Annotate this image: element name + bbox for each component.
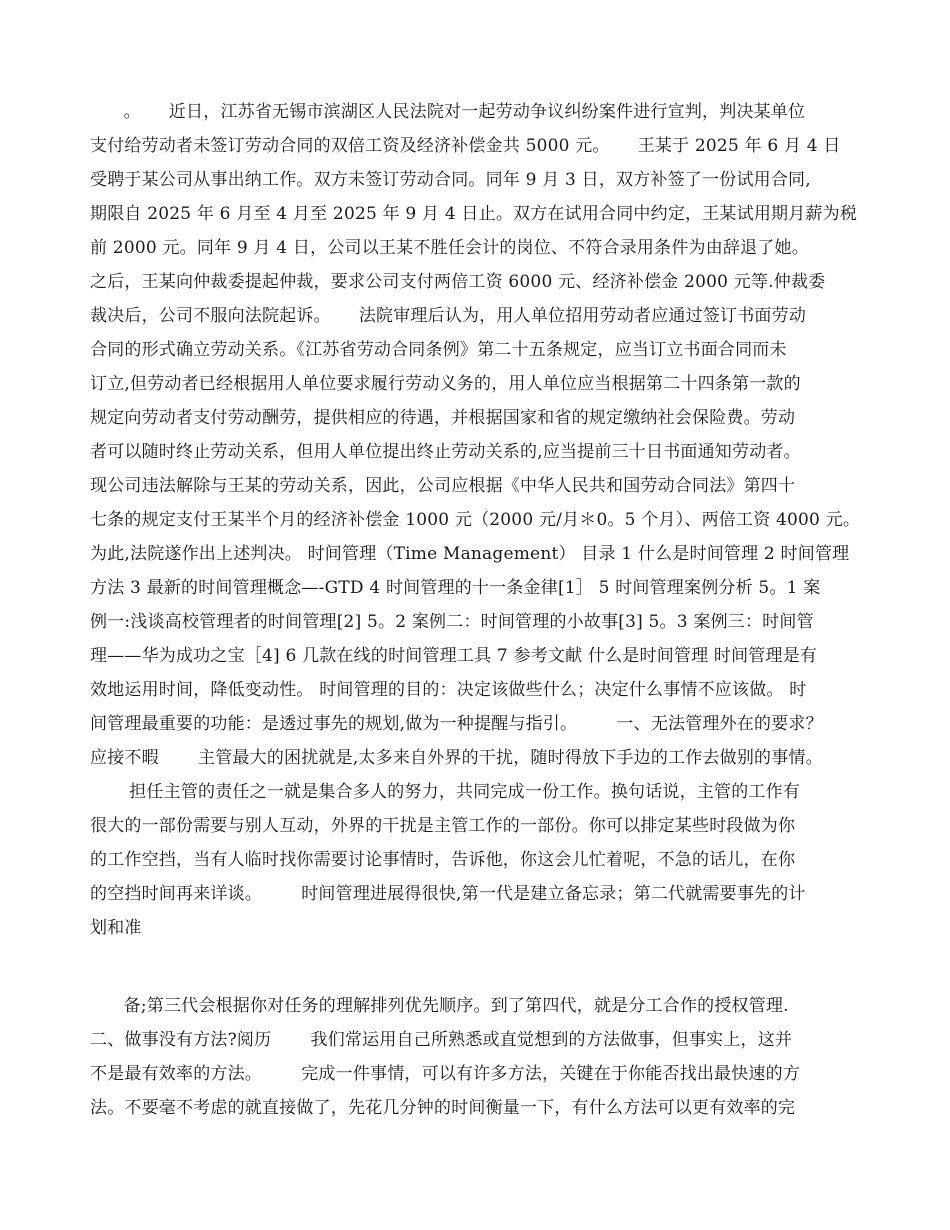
text-line: 理——华为成功之宝［4] 6 几款在线的时间管理工具 7 参考文献 什么是时间管理 时间管理是有 [90,646,818,666]
text-line: 七条的规定支付王某半个月的经济补偿金 1000 元（2000 元/月＊0。5 个月）、两倍工资 4000 元。 [90,510,861,530]
text-line: 备;第三代会根据你对任务的理解排列优先顺序。到了第四代，就是分工合作的授权管理. [90,996,789,1016]
text-line: 不是最有效率的方法。 完成一件事情，可以有许多方法，关键在于你能否找出最快速的方 [90,1064,801,1084]
text-line: 支付给劳动者未签订劳动合同的双倍工资及经济补偿金共 5000 元。 王某于 2025 年 6 月 4 日 [90,136,841,156]
text-line: 法。不要毫不考虑的就直接做了，先花几分钟的时间衡量一下，有什么方法可以更有效率的完 [90,1098,796,1118]
text-line: 方法 3 最新的时间管理概念—-GTD 4 时间管理的十一条金律[1］ 5 时间管理案例分析 5。1 案 [90,578,821,598]
text-line: 应接不暇 主管最大的困扰就是,太多来自外界的干扰，随时得放下手边的工作去做别的事情。 [90,748,823,768]
text-line: 规定向劳动者支付劳动酬劳，提供相应的待遇，并根据国家和省的规定缴纳社会保险费。劳动 [90,408,796,428]
text-line: 例一:浅谈高校管理者的时间管理[2] 5。2 案例二：时间管理的小故事[3] 5。3 案例三：时间管 [90,612,814,632]
text-line: 合同的形式确立劳动关系。《江苏省劳动合同条例》第二十五条规定，应当订立书面合同而未 [90,340,787,360]
text-line: 前 2000 元。同年 9 月 4 日，公司以王某不胜任会计的岗位、不符合录用条件为由辞退了她。 [90,238,809,258]
text-line: 的空挡时间再来详谈。 时间管理进展得很快,第一代是建立备忘录；第二代就需要事先的计 [90,884,806,904]
text-line: 受聘于某公司从事出纳工作。双方未签订劳动合同。同年 9 月 3 日，双方补签了一份试用合同, [90,170,811,190]
text-line: 效地运用时间，降低变动性。 时间管理的目的：决定该做些什么；决定什么事情不应该做。 时 [90,680,807,700]
text-line: 二、做事没有方法?阅历 我们常运用自己所熟悉或直觉想到的方法做事，但事实上，这并 [90,1030,793,1050]
text-line: 的工作空挡，当有人临时找你需要讨论事情时，告诉他，你这会儿忙着呢，不急的话儿，在你 [90,850,796,870]
text-line: 现公司违法解除与王某的劳动关系，因此，公司应根据《中华人民共和国劳动合同法》第四十 [90,476,796,496]
text-line: 很大的一部份需要与别人互动，外界的干扰是主管工作的一部份。你可以排定某些时段做为你 [90,816,796,836]
text-line: 。 近日，江苏省无锡市滨湖区人民法院对一起劳动争议纠纷案件进行宣判，判决某单位 [90,102,806,122]
text-line: 为此,法院遂作出上述判决。 时间管理（Time Management） 目录 1 什么是时间管理 2 时间管理 [90,544,850,564]
text-line: 期限自 2025 年 6 月至 4 月至 2025 年 9 月 4 日止。双方在试用合同中约定，王某试用期月薪为税 [90,204,858,224]
text-line: 之后，王某向仲裁委提起仲裁，要求公司支付两倍工资 6000 元、经济补偿金 2000 元等.仲裁委 [90,272,826,292]
text-line: 担任主管的责任之一就是集合多人的努力，共同完成一份工作。换句话说，主管的工作有 [90,782,801,802]
text-line: 订立,但劳动者已经根据用人单位要求履行劳动义务的，用人单位应当根据第二十四条第一款的 [90,374,801,394]
text-line: 间管理最重要的功能：是透过事先的规划,做为一种提醒与指引。 一、无法管理外在的要求？ [90,714,823,734]
text-line: 划和准 [90,918,142,938]
text-line: 裁决后，公司不服向法院起诉。 法院审理后认为，用人单位招用劳动者应通过签订书面劳动 [90,306,807,326]
text-line: 者可以随时终止劳动关系，但用人单位提出终止劳动关系的,应当提前三十日书面通知劳动者。 [90,442,801,462]
